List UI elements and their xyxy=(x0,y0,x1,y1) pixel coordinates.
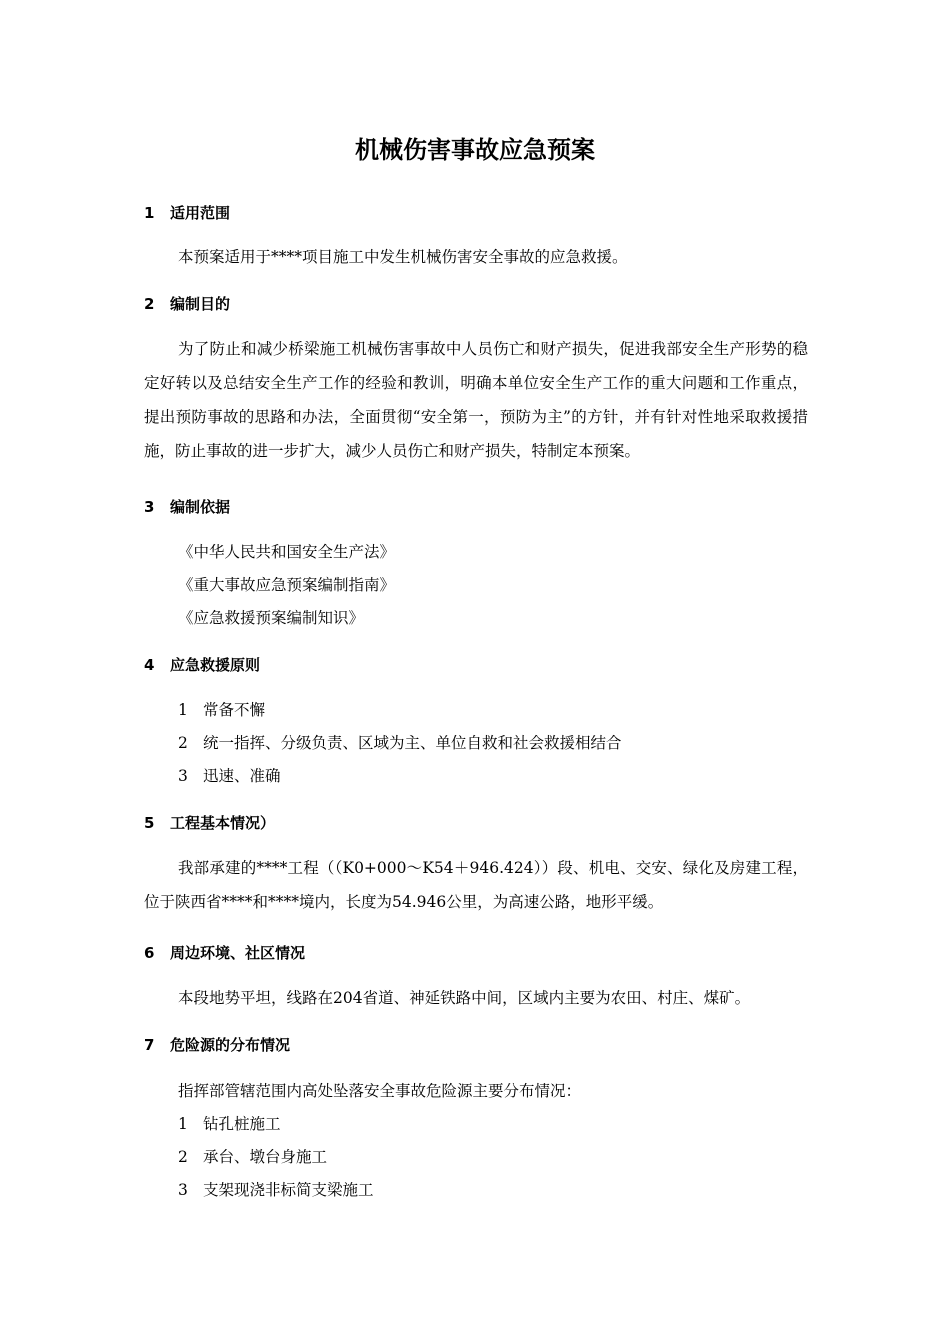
section-title: 危险源的分布情况 xyxy=(170,1036,291,1054)
section-heading-7 xyxy=(144,1034,290,1056)
section-heading-5 xyxy=(144,812,275,834)
list-item-number: 3 xyxy=(178,1181,188,1199)
list-item-text: 钻孔桩施工 xyxy=(203,1115,281,1133)
list-item xyxy=(178,765,281,787)
section-number: 7 xyxy=(144,1036,155,1054)
list-item xyxy=(178,1113,281,1135)
section-title: 适用范围 xyxy=(170,204,231,222)
document-title: 机械伤害事故应急预案 xyxy=(355,136,595,164)
list-item xyxy=(178,1179,374,1201)
section-heading-4 xyxy=(144,654,260,676)
section-title: 工程基本情况） xyxy=(170,814,276,832)
list-item-text: 支架现浇非标简支梁施工 xyxy=(203,1181,374,1199)
section-number: 5 xyxy=(144,814,155,832)
list-item-number: 1 xyxy=(178,701,188,719)
list-item-number: 2 xyxy=(178,734,188,752)
section-number: 1 xyxy=(144,204,155,222)
list-item-text: 常备不懈 xyxy=(203,701,266,719)
list-item-number: 3 xyxy=(178,767,188,785)
list-item-text: 迅速、准确 xyxy=(203,767,281,785)
section-number: 6 xyxy=(144,944,155,962)
list-item-text: 承台、墩台身施工 xyxy=(203,1148,328,1166)
reference-item: 《重大事故应急预案编制指南》 xyxy=(178,576,396,594)
section-6-paragraph: 本段地势平坦，线路在204省道、神延铁路中间，区域内主要为农田、村庄、煤矿。 xyxy=(178,989,751,1007)
section-heading-2 xyxy=(144,293,230,315)
list-item-number: 1 xyxy=(178,1115,188,1133)
section-number: 3 xyxy=(144,498,155,516)
section-5-paragraph: 我部承建的****工程（（K0+000～K54＋946.424））段、机电、交安、绿化及房建工程，位于陕西省****和****境内，长度为54.946公里，为高速公路，地形平缓。 xyxy=(144,859,808,911)
section-heading-1 xyxy=(144,202,230,224)
section-2-paragraph: 为了防止和减少桥梁施工机械伤害事故中人员伤亡和财产损失，促进我部安全生产形势的稳定好转以及总结安全生产工作的经验和教训，明确本单位安全生产工作的重大问题和工作重点，提出预防事故的思路和办法，全面贯彻“安全第一，预防为主”的方针，并有针对性地采取救援措施，防止事故的进一步扩大，减少人员伤亡和财产损失，特制定本预案。 xyxy=(144,340,808,460)
section-title: 编制目的 xyxy=(170,295,231,313)
reference-item: 《中华人民共和国安全生产法》 xyxy=(178,543,396,561)
section-title: 编制依据 xyxy=(170,498,231,516)
section-heading-6 xyxy=(144,942,305,964)
list-item xyxy=(178,1146,327,1168)
list-item xyxy=(178,699,265,721)
list-item-text: 统一指挥、分级负责、区域为主、单位自救和社会救援相结合 xyxy=(203,734,622,752)
section-title: 应急救援原则 xyxy=(170,656,261,674)
section-number: 4 xyxy=(144,656,155,674)
reference-item: 《应急救援预案编制知识》 xyxy=(178,609,365,627)
section-title: 周边环境、社区情况 xyxy=(170,944,306,962)
section-7-intro: 指挥部管辖范围内高处坠落安全事故危险源主要分布情况： xyxy=(178,1082,582,1100)
section-heading-3 xyxy=(144,496,230,518)
list-item xyxy=(178,732,622,754)
list-item-number: 2 xyxy=(178,1148,188,1166)
section-number: 2 xyxy=(144,295,155,313)
section-1-paragraph: 本预案适用于****项目施工中发生机械伤害安全事故的应急救援。 xyxy=(178,248,628,266)
